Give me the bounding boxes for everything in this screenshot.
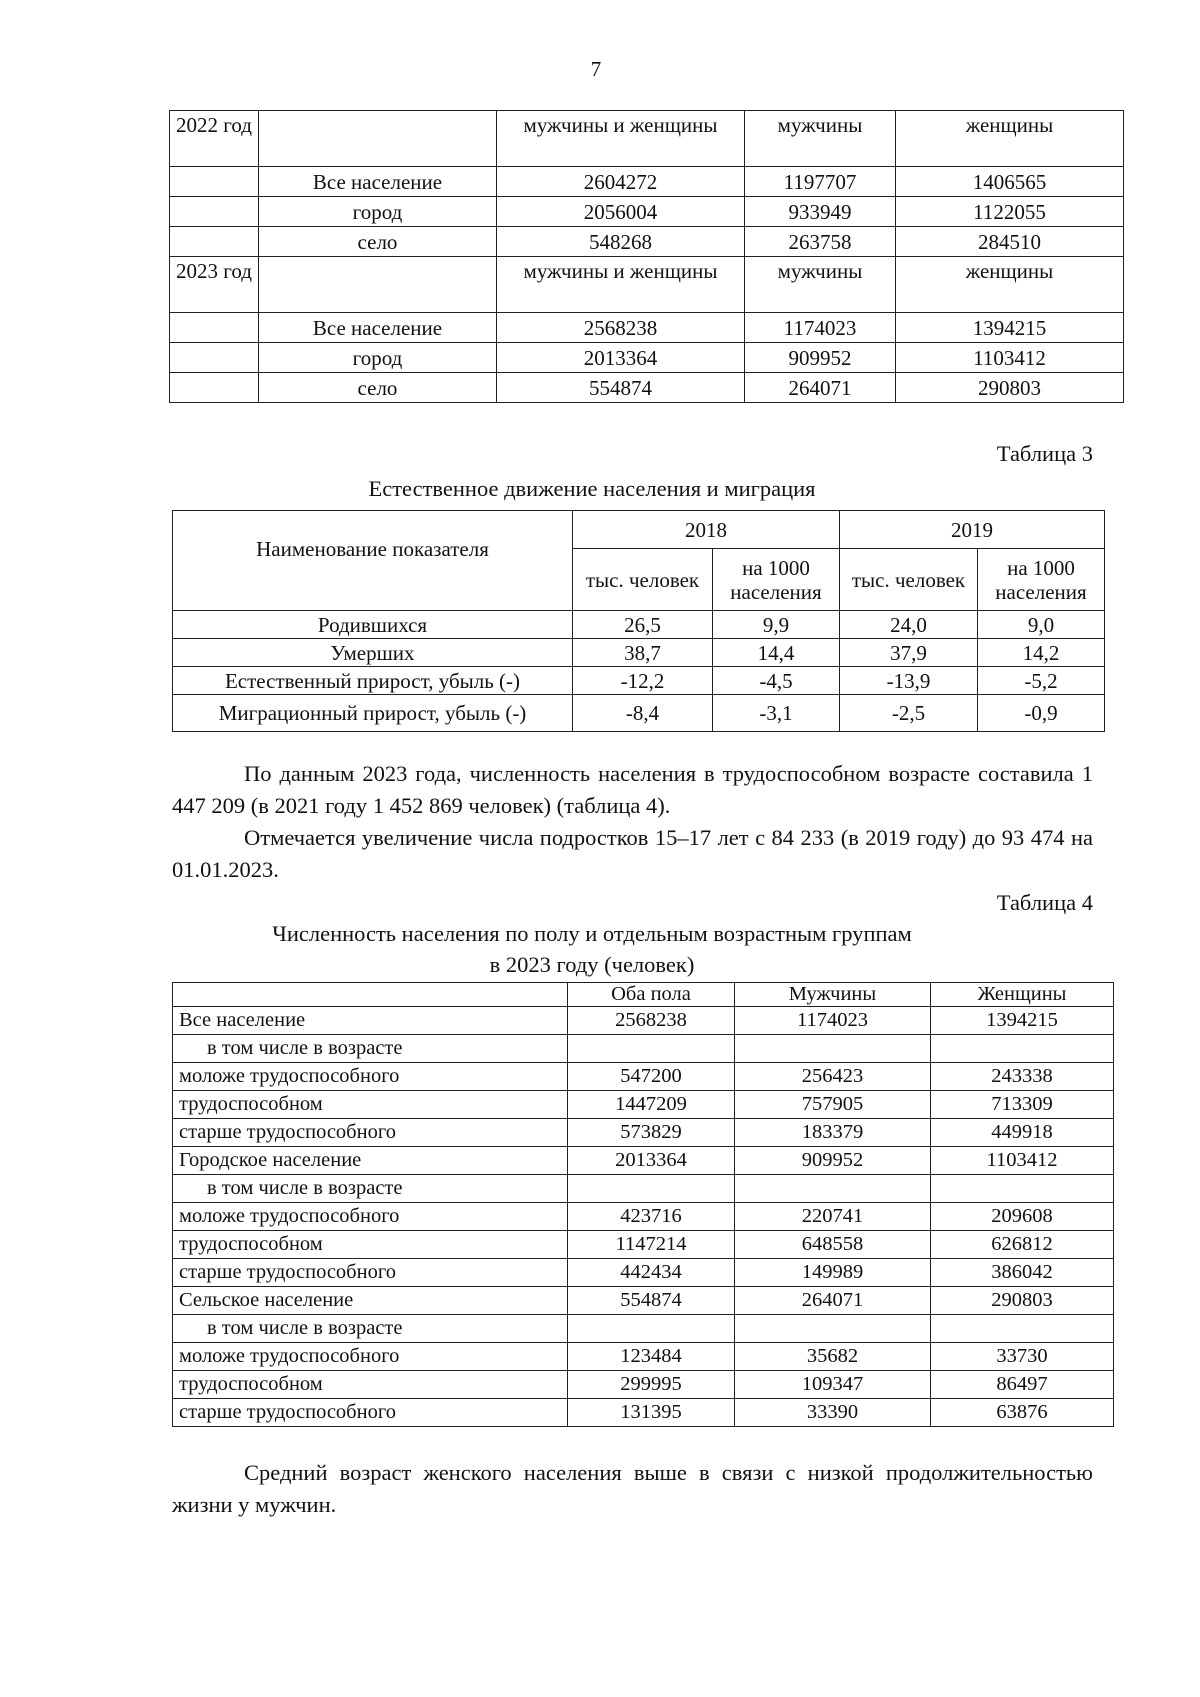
value-cell: 9,9 [713,611,840,639]
table-row [173,1399,1114,1427]
row-label: старше трудоспособного [173,1399,568,1427]
value-cell: 264071 [735,1287,931,1315]
value-cell [735,1035,931,1063]
value-cell: 1174023 [745,313,896,343]
value-cell: 63876 [931,1399,1114,1427]
value-cell: 35682 [735,1343,931,1371]
table-row [170,197,1124,227]
value-cell: 1103412 [931,1147,1114,1175]
table-row [173,1035,1114,1063]
table4-title-line2: в 2023 году (человек) [489,952,695,977]
value-cell: 14,2 [978,639,1105,667]
row-label: Сельское население [173,1287,568,1315]
value-cell: 933949 [745,197,896,227]
value-cell: 626812 [931,1231,1114,1259]
value-cell [735,1315,931,1343]
row-label: Все население [259,167,497,197]
row-label: город [259,343,497,373]
subheader: тыс. человек [840,549,978,611]
value-cell: -0,9 [978,695,1105,732]
value-cell: 263758 [745,227,896,257]
value-cell: 1394215 [896,313,1124,343]
year-cell: 2022 год [170,111,259,167]
column-header: мужчины и женщины [497,257,745,313]
column-header: женщины [896,257,1124,313]
table-row [173,1259,1114,1287]
empty-cell [259,257,497,313]
column-header [173,983,568,1007]
column-header: Мужчины [735,983,931,1007]
value-cell [568,1315,735,1343]
population-table [169,110,1124,403]
empty-cell [170,197,259,227]
row-label: Естественный прирост, убыль (-) [173,667,573,695]
value-cell: -13,9 [840,667,978,695]
subheader: тыс. человек [573,549,713,611]
column-header: женщины [896,111,1124,167]
table-row [173,1287,1114,1315]
value-cell: 33730 [931,1343,1114,1371]
table-row [170,313,1124,343]
age-groups-table [172,982,1114,1427]
value-cell: 1447209 [568,1091,735,1119]
value-cell: 573829 [568,1119,735,1147]
value-cell: 290803 [931,1287,1114,1315]
value-cell: 909952 [745,343,896,373]
row-label: моложе трудоспособного [173,1063,568,1091]
value-cell: 290803 [896,373,1124,403]
closing-paragraph [172,1457,1093,1521]
column-header: мужчины [745,111,896,167]
year-header: 2019 [840,511,1105,549]
year-header-row [170,111,1124,167]
value-cell: 86497 [931,1371,1114,1399]
value-cell: 24,0 [840,611,978,639]
value-cell: 131395 [568,1399,735,1427]
row-label: трудоспособном [173,1231,568,1259]
subheader: на 1000 населения [978,549,1105,611]
table-row [170,227,1124,257]
empty-cell [259,111,497,167]
empty-cell [170,343,259,373]
table-row [173,1371,1114,1399]
row-label: Городское население [173,1147,568,1175]
table-row [173,1147,1114,1175]
table-row [173,1231,1114,1259]
value-cell: 442434 [568,1259,735,1287]
value-cell: 2568238 [497,313,745,343]
value-cell: 123484 [568,1343,735,1371]
year-header-row [170,257,1124,313]
value-cell: -2,5 [840,695,978,732]
paragraph [172,822,1093,886]
table4-title-line1: Численность населения по полу и отдельным возрастным группам [272,921,912,946]
row-label: в том числе в возрасте [173,1315,568,1343]
value-cell: 149989 [735,1259,931,1287]
page-number: 7 [590,57,602,81]
row-label: Все население [259,313,497,343]
value-cell: 1122055 [896,197,1124,227]
table-row [173,1007,1114,1035]
value-cell: 1147214 [568,1231,735,1259]
table-row [173,1119,1114,1147]
row-label: город [259,197,497,227]
column-header: Оба пола [568,983,735,1007]
row-label: Умерших [173,639,573,667]
value-cell: 713309 [931,1091,1114,1119]
value-cell: -4,5 [713,667,840,695]
paragraph-text: Средний возраст женского населения выше в связи с низкой продолжительностью жизни у мужчин. [172,1460,1093,1517]
value-cell: 2013364 [497,343,745,373]
table-row [173,1063,1114,1091]
row-label: в том числе в возрасте [173,1175,568,1203]
value-cell: 1174023 [735,1007,931,1035]
empty-cell [170,373,259,403]
table-row [173,1315,1114,1343]
value-cell: 9,0 [978,611,1105,639]
value-cell: 299995 [568,1371,735,1399]
table-row [173,667,1105,695]
row-label: трудоспособном [173,1091,568,1119]
value-cell: 548268 [497,227,745,257]
year-header: 2018 [573,511,840,549]
table4-label: Таблица 4 [996,890,1093,915]
row-label: трудоспособном [173,1371,568,1399]
value-cell: 554874 [497,373,745,403]
value-cell: 386042 [931,1259,1114,1287]
table-row [173,611,1105,639]
value-cell: 109347 [735,1371,931,1399]
value-cell: -5,2 [978,667,1105,695]
row-label: Родившихся [173,611,573,639]
value-cell: 256423 [735,1063,931,1091]
value-cell [931,1315,1114,1343]
column-header: мужчины и женщины [497,111,745,167]
column-header: мужчины [745,257,896,313]
paragraph-text: По данным 2023 года, численность населения в трудоспособном возрасте составила 1 447 209 (в 2021 году 1 452 869 человек) (таблица 4). [172,761,1093,818]
column-header: Женщины [931,983,1114,1007]
row-label: моложе трудоспособного [173,1343,568,1371]
value-cell: 14,4 [713,639,840,667]
year-cell: 2023 год [170,257,259,313]
table3-title: Естественное движение населения и миграция [368,476,816,501]
row-label: старше трудоспособного [173,1119,568,1147]
value-cell: 449918 [931,1119,1114,1147]
value-cell: 183379 [735,1119,931,1147]
value-cell [931,1175,1114,1203]
value-cell [568,1175,735,1203]
table-row [173,639,1105,667]
value-cell: 423716 [568,1203,735,1231]
empty-cell [170,313,259,343]
value-cell: 1394215 [931,1007,1114,1035]
row-label: село [259,373,497,403]
value-cell [931,1035,1114,1063]
paragraph-text: Отмечается увеличение числа подростков 15–17 лет с 84 233 (в 2019 году) до 93 474 на 01.01.2023. [172,825,1093,882]
value-cell: 909952 [735,1147,931,1175]
row-label: старше трудоспособного [173,1259,568,1287]
table-row [173,1175,1114,1203]
value-cell: 243338 [931,1063,1114,1091]
value-cell: 1406565 [896,167,1124,197]
natural-movement-table [172,510,1105,732]
empty-cell [170,167,259,197]
indicator-header: Наименование показателя [173,511,573,611]
value-cell: 37,9 [840,639,978,667]
value-cell: 757905 [735,1091,931,1119]
value-cell: 26,5 [573,611,713,639]
row-label: Все население [173,1007,568,1035]
value-cell: -8,4 [573,695,713,732]
value-cell: 264071 [745,373,896,403]
value-cell: 1103412 [896,343,1124,373]
value-cell: 2604272 [497,167,745,197]
value-cell: 547200 [568,1063,735,1091]
table3-label: Таблица 3 [996,441,1093,466]
row-label: в том числе в возрасте [173,1035,568,1063]
table-row [173,695,1105,732]
value-cell: 648558 [735,1231,931,1259]
subheader: на 1000 населения [713,549,840,611]
value-cell [568,1035,735,1063]
value-cell: 33390 [735,1399,931,1427]
table-row [173,1091,1114,1119]
value-cell [735,1175,931,1203]
row-label: село [259,227,497,257]
row-label: Миграционный прирост, убыль (-) [173,695,573,732]
table-row [173,1203,1114,1231]
value-cell: 1197707 [745,167,896,197]
value-cell: 2013364 [568,1147,735,1175]
table-row [173,1343,1114,1371]
table-row [170,373,1124,403]
value-cell: -3,1 [713,695,840,732]
table-row [170,343,1124,373]
empty-cell [170,227,259,257]
paragraph [172,758,1093,822]
value-cell: 220741 [735,1203,931,1231]
value-cell: 209608 [931,1203,1114,1231]
value-cell: 38,7 [573,639,713,667]
table-row [170,167,1124,197]
row-label: моложе трудоспособного [173,1203,568,1231]
value-cell: -12,2 [573,667,713,695]
value-cell: 2056004 [497,197,745,227]
value-cell: 284510 [896,227,1124,257]
value-cell: 2568238 [568,1007,735,1035]
value-cell: 554874 [568,1287,735,1315]
